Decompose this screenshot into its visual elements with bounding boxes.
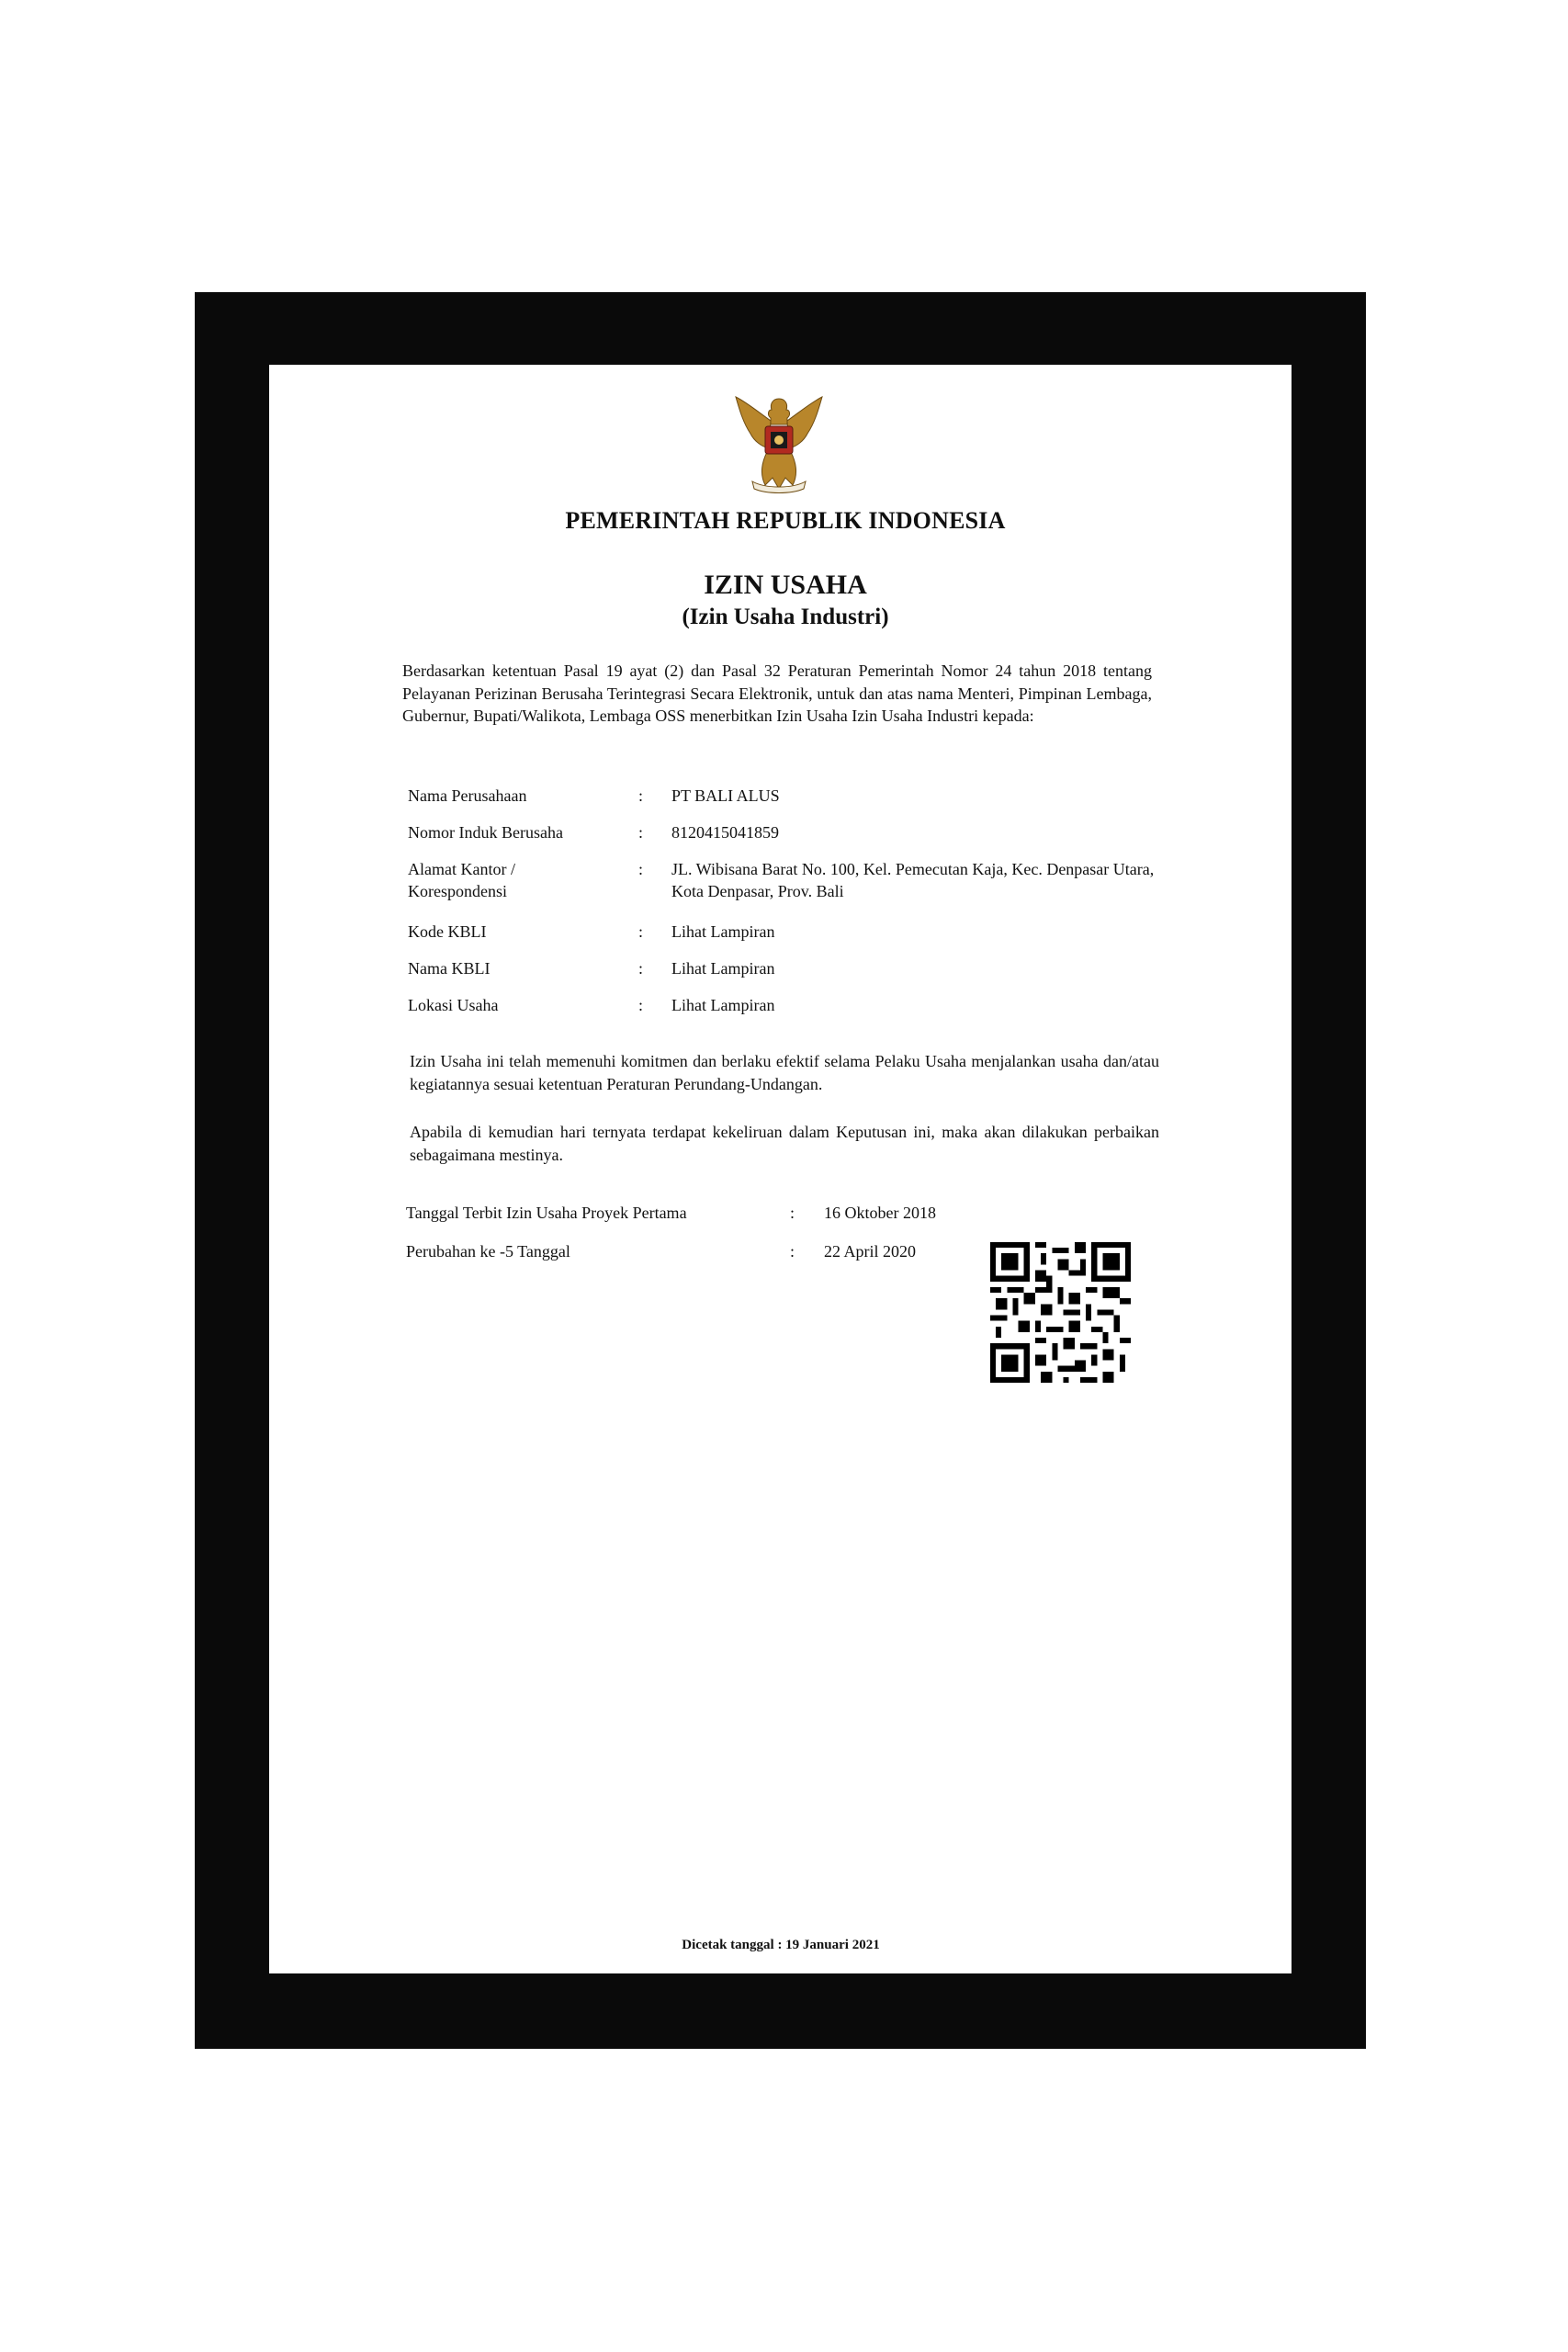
date-value-revision: 22 April 2020 — [824, 1242, 917, 1261]
correction-paragraph: Apabila di kemudian hari ternyata terdapat kekeliruan dalam Keputusan ini, maka akan dilakukan perbaikan sebagaimana mestinya. — [410, 1123, 1159, 1164]
field-colon: : — [638, 823, 644, 842]
garuda-emblem-icon — [730, 393, 828, 496]
field-value-company-name: PT BALI ALUS — [671, 786, 780, 805]
field-label-address: Alamat Kantor / Korespondensi — [408, 860, 515, 900]
print-date-footer: Dicetak tanggal : 19 Januari 2021 — [682, 1938, 880, 1952]
field-value-address: JL. Wibisana Barat No. 100, Kel. Pemecutan Kaja, Kec. Denpasar Utara, Kota Denpasar, Prov. Bali — [671, 860, 1155, 900]
validity-paragraph: Izin Usaha ini telah memenuhi komitmen dan berlaku efektif selama Pelaku Usaha menjalankan usaha dan/atau kegiatannya sesuai ketentuan Peraturan Perundang-Undangan. — [410, 1052, 1159, 1093]
intro-paragraph: Berdasarkan ketentuan Pasal 19 ayat (2) dan Pasal 32 Peraturan Pemerintah Nomor 24 tahun 2018 tentang Pelayanan Perizinan Berusaha Terintegrasi Secara Elektronik, untuk dan atas nama Menteri, Pimpinan Lembaga, Gubernur, Bupati/Walikota, Lembaga OSS menerbitkan Izin Usaha Izin Usaha Industri kepada: — [402, 662, 1152, 725]
document-title: IZIN USAHA — [704, 570, 867, 600]
field-label-company-name: Nama Perusahaan — [408, 786, 527, 805]
date-colon: : — [790, 1204, 795, 1222]
date-colon: : — [790, 1242, 795, 1261]
field-colon: : — [638, 786, 644, 805]
field-label-kbli-code: Kode KBLI — [408, 922, 487, 941]
field-colon: : — [638, 996, 644, 1014]
date-label-first-issue: Tanggal Terbit Izin Usaha Proyek Pertama — [406, 1204, 687, 1222]
document-subtitle: (Izin Usaha Industri) — [682, 605, 889, 629]
field-value-location: Lihat Lampiran — [671, 996, 775, 1014]
qr-code-icon — [990, 1242, 1131, 1383]
field-label-nib: Nomor Induk Berusaha — [408, 823, 563, 842]
field-label-kbli-name: Nama KBLI — [408, 959, 491, 978]
field-label-location: Lokasi Usaha — [408, 996, 499, 1014]
field-value-nib: 8120415041859 — [671, 823, 779, 842]
government-heading: PEMERINTAH REPUBLIK INDONESIA — [565, 507, 1006, 534]
field-value-kbli-code: Lihat Lampiran — [671, 922, 775, 941]
field-colon: : — [638, 922, 644, 941]
date-value-first-issue: 16 Oktober 2018 — [824, 1204, 936, 1222]
field-value-kbli-name: Lihat Lampiran — [671, 959, 775, 978]
field-colon: : — [638, 959, 644, 978]
date-label-revision: Perubahan ke -5 Tanggal — [406, 1242, 570, 1261]
field-colon: : — [638, 860, 644, 878]
